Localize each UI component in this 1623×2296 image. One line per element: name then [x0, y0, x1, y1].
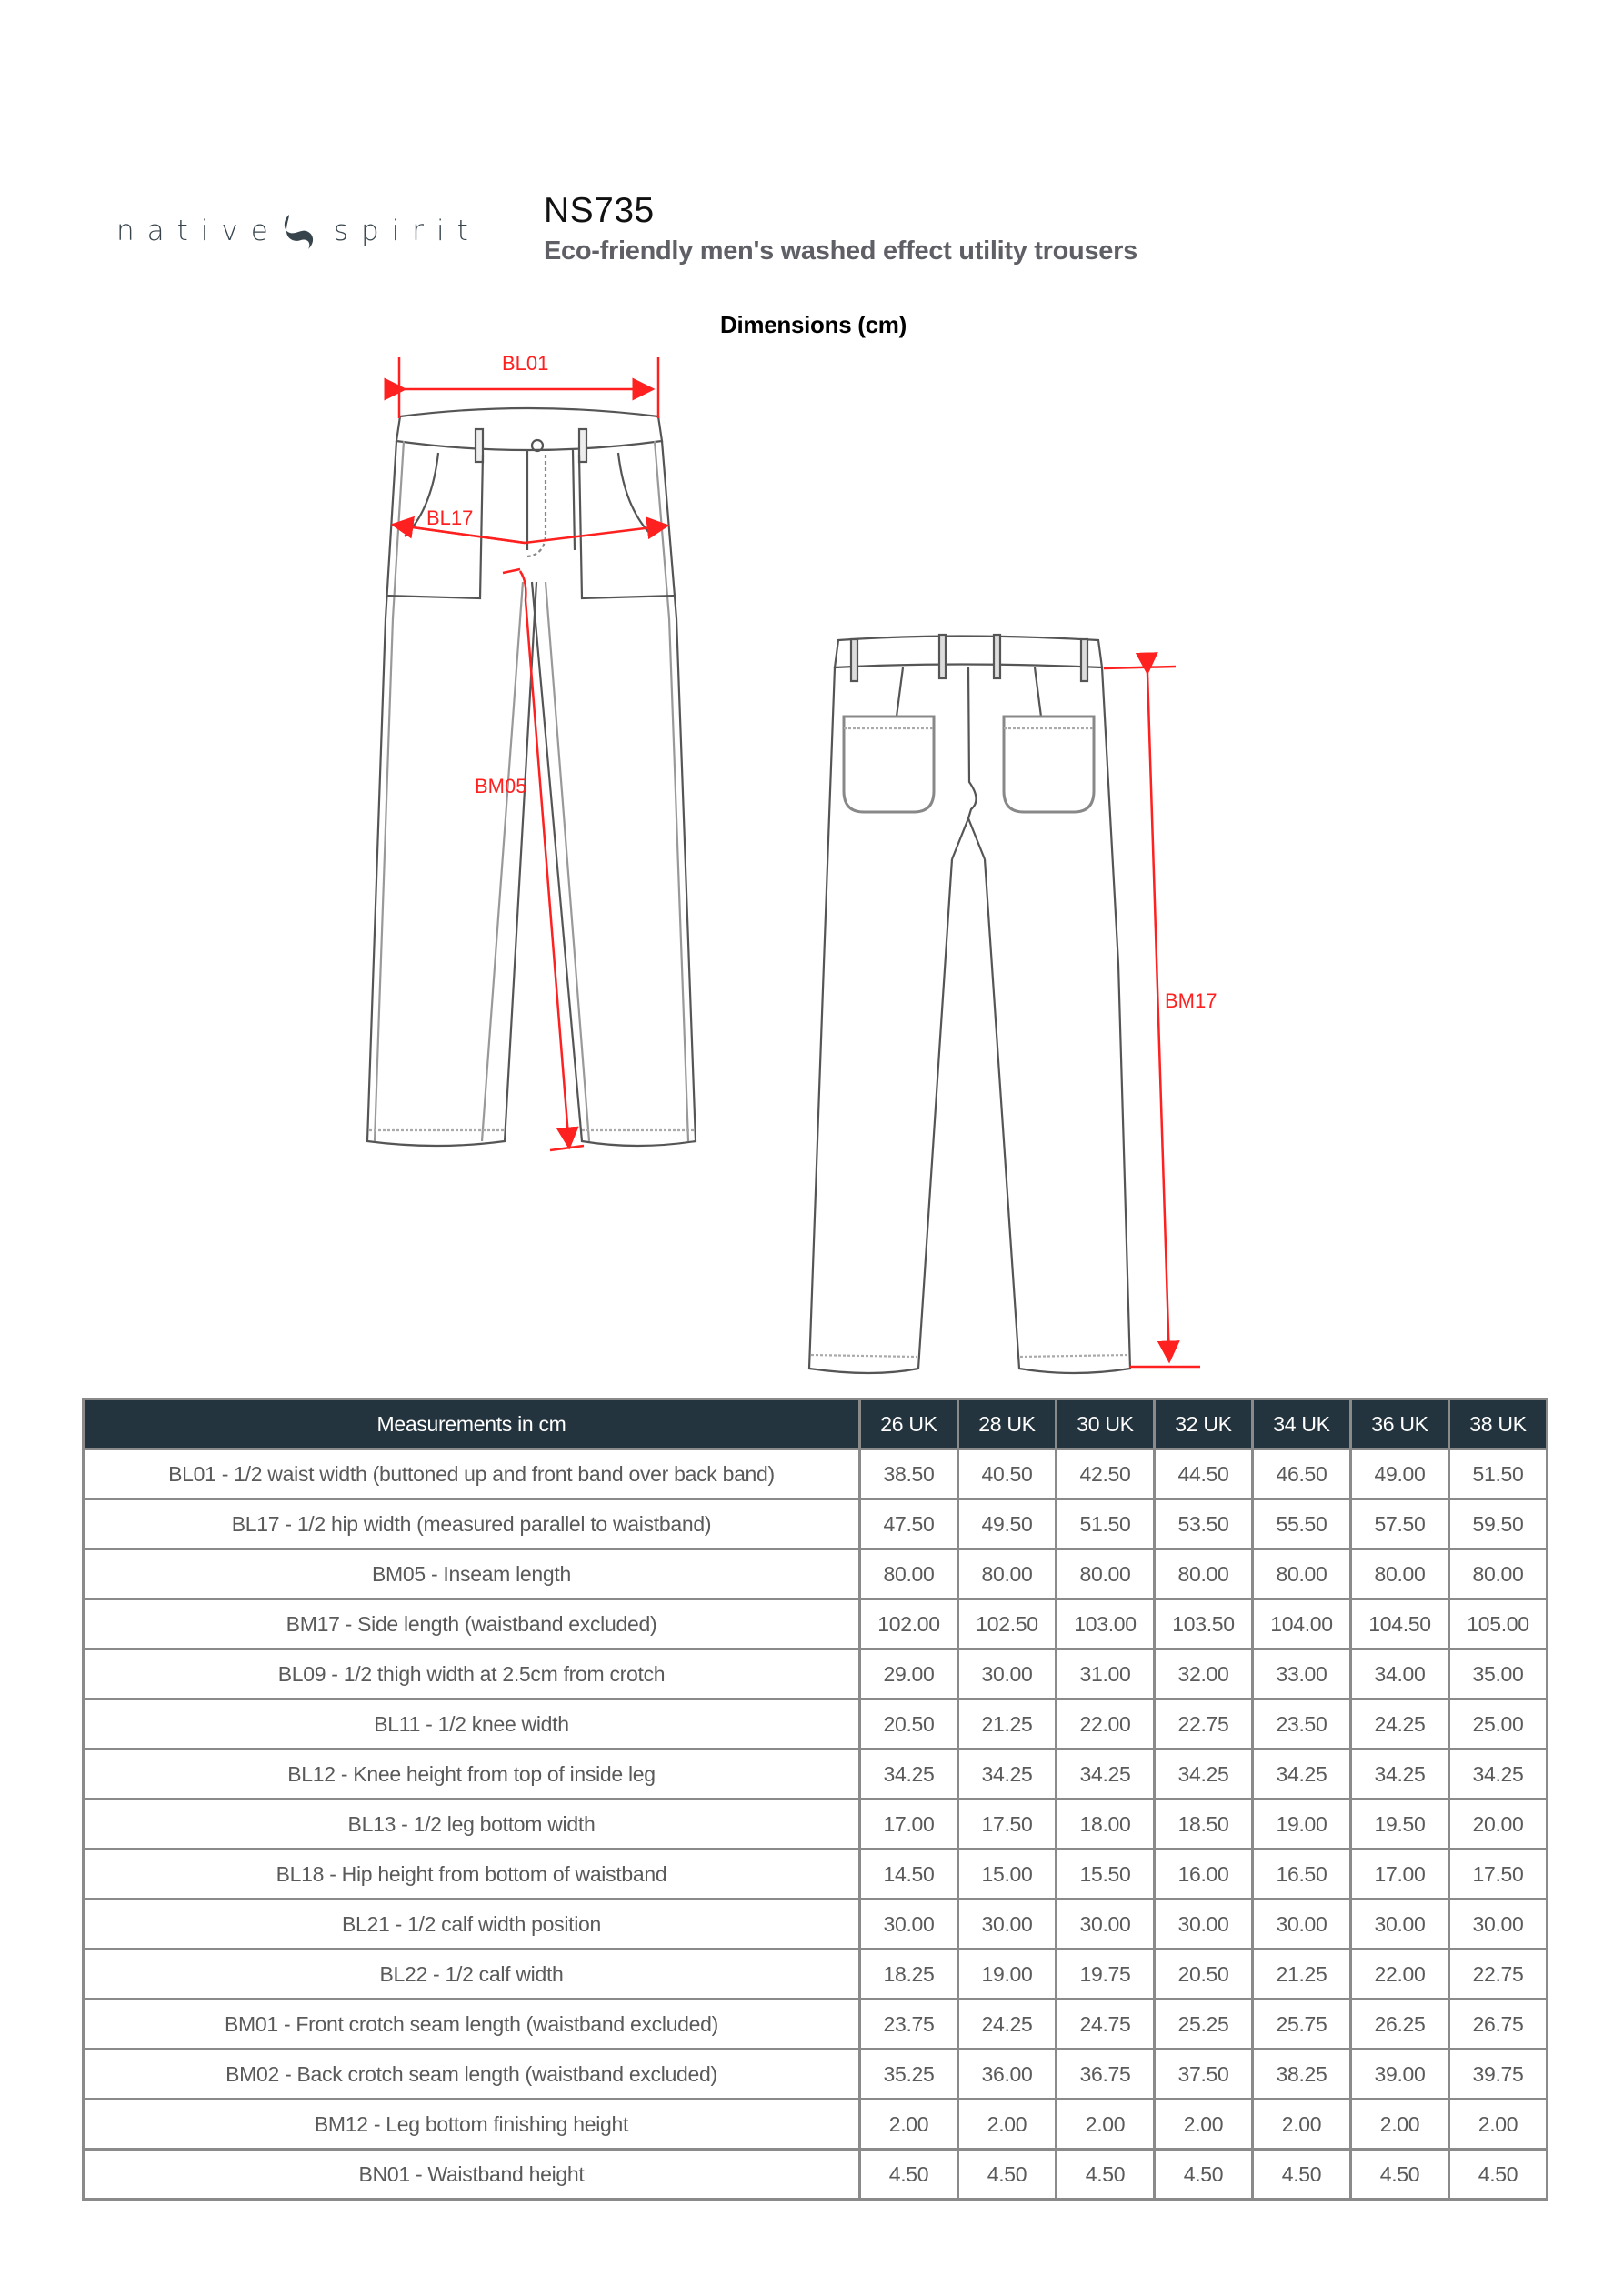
measurement-value: 18.00 [1057, 1800, 1155, 1850]
measurement-label: BL18 - Hip height from bottom of waistband [84, 1850, 860, 1900]
measurement-value: 44.50 [1155, 1449, 1253, 1499]
measurement-label: BM02 - Back crotch seam length (waistband excluded) [84, 2050, 860, 2100]
measurement-value: 22.75 [1155, 1699, 1253, 1750]
measurement-value: 30.00 [958, 1900, 1057, 1950]
measurement-value: 2.00 [1449, 2100, 1548, 2150]
measurement-value: 103.00 [1057, 1599, 1155, 1649]
measurement-value: 35.00 [1449, 1649, 1548, 1699]
measurement-label: BL17 - 1/2 hip width (measured parallel to waistband) [84, 1499, 860, 1549]
measurement-value: 57.50 [1351, 1499, 1449, 1549]
measurement-value: 55.50 [1253, 1499, 1351, 1549]
measurement-value: 2.00 [1253, 2100, 1351, 2150]
measurement-label: BM17 - Side length (waistband excluded) [84, 1599, 860, 1649]
measurements-table [82, 1398, 1548, 2201]
table-row [84, 1750, 1548, 1800]
measurement-value: 104.00 [1253, 1599, 1351, 1649]
measurement-value: 59.50 [1449, 1499, 1548, 1549]
measurement-value: 36.75 [1057, 2050, 1155, 2100]
measurement-value: 26.75 [1449, 2000, 1548, 2050]
header-size: 28 UK [958, 1399, 1057, 1449]
measurement-value: 14.50 [860, 1850, 958, 1900]
measurement-value: 18.50 [1155, 1800, 1253, 1850]
measurement-value: 30.00 [1253, 1900, 1351, 1950]
measurement-label: BM05 - Inseam length [84, 1549, 860, 1599]
measurement-value: 4.50 [958, 2150, 1057, 2200]
measurement-value: 32.00 [1155, 1649, 1253, 1699]
measurement-value: 20.50 [1155, 1950, 1253, 2000]
measurement-value: 34.25 [1253, 1750, 1351, 1800]
measurement-value: 36.00 [958, 2050, 1057, 2100]
header-size: 36 UK [1351, 1399, 1449, 1449]
table-row [84, 1599, 1548, 1649]
measurement-value: 17.00 [860, 1800, 958, 1850]
table-row [84, 2000, 1548, 2050]
measurement-value: 53.50 [1155, 1499, 1253, 1549]
measurement-value: 20.50 [860, 1699, 958, 1750]
measurement-value: 80.00 [1449, 1549, 1548, 1599]
measurement-value: 34.00 [1351, 1649, 1449, 1699]
measurement-value: 21.25 [958, 1699, 1057, 1750]
measurement-value: 38.25 [1253, 2050, 1351, 2100]
measurement-label: BN01 - Waistband height [84, 2150, 860, 2200]
measurement-value: 46.50 [1253, 1449, 1351, 1499]
measurement-value: 17.50 [1449, 1850, 1548, 1900]
header-measurements: Measurements in cm [84, 1399, 860, 1449]
measurement-value: 25.00 [1449, 1699, 1548, 1750]
measurement-value: 22.00 [1057, 1699, 1155, 1750]
measurement-value: 39.75 [1449, 2050, 1548, 2100]
measurement-value: 34.25 [860, 1750, 958, 1800]
measurement-value: 42.50 [1057, 1449, 1155, 1499]
measurement-value: 40.50 [958, 1449, 1057, 1499]
back-annotations [1104, 667, 1200, 1367]
table-row [84, 1499, 1548, 1549]
measurement-value: 17.00 [1351, 1850, 1449, 1900]
measurement-value: 30.00 [1351, 1900, 1449, 1950]
header-size: 30 UK [1057, 1399, 1155, 1449]
table-row [84, 2150, 1548, 2200]
measurement-value: 51.50 [1057, 1499, 1155, 1549]
front-view [367, 408, 696, 1146]
measurement-value: 37.50 [1155, 2050, 1253, 2100]
measurement-value: 15.00 [958, 1850, 1057, 1900]
table-row [84, 1649, 1548, 1699]
measurement-value: 80.00 [1253, 1549, 1351, 1599]
table-row [84, 1699, 1548, 1750]
product-code: NS735 [544, 191, 655, 230]
measurement-value: 34.25 [1155, 1750, 1253, 1800]
table-body [84, 1449, 1548, 2200]
measurement-value: 2.00 [860, 2100, 958, 2150]
measurement-value: 4.50 [1155, 2150, 1253, 2200]
measurement-label: BL12 - Knee height from top of inside leg [84, 1750, 860, 1800]
measurement-value: 18.25 [860, 1950, 958, 2000]
table-row [84, 1950, 1548, 2000]
measurement-value: 16.50 [1253, 1850, 1351, 1900]
brand-right-word: spirit [333, 215, 481, 247]
label-bl01: BL01 [502, 352, 549, 375]
label-bm17: BM17 [1165, 989, 1217, 1012]
measurement-value: 4.50 [1449, 2150, 1548, 2200]
measurement-value: 16.00 [1155, 1850, 1253, 1900]
back-view [809, 635, 1130, 1373]
measurement-value: 21.25 [1253, 1950, 1351, 2000]
measurement-value: 2.00 [1351, 2100, 1449, 2150]
measurement-label: BM12 - Leg bottom finishing height [84, 2100, 860, 2150]
measurement-value: 51.50 [1449, 1449, 1548, 1499]
measurement-value: 25.75 [1253, 2000, 1351, 2050]
measurement-value: 30.00 [1155, 1900, 1253, 1950]
measurement-label: BL13 - 1/2 leg bottom width [84, 1800, 860, 1850]
measurement-value: 30.00 [958, 1649, 1057, 1699]
measurement-value: 34.25 [1351, 1750, 1449, 1800]
measurement-value: 22.00 [1351, 1950, 1449, 2000]
header-size: 26 UK [860, 1399, 958, 1449]
measurement-value: 2.00 [1057, 2100, 1155, 2150]
label-bl17: BL17 [426, 506, 474, 529]
brand-left-word: native [116, 215, 281, 247]
measurement-value: 102.00 [860, 1599, 958, 1649]
measurement-value: 20.00 [1449, 1800, 1548, 1850]
measurement-value: 105.00 [1449, 1599, 1548, 1649]
header-size: 38 UK [1449, 1399, 1548, 1449]
measurement-value: 49.50 [958, 1499, 1057, 1549]
measurement-value: 30.00 [1449, 1900, 1548, 1950]
measurement-value: 24.75 [1057, 2000, 1155, 2050]
measurement-value: 80.00 [860, 1549, 958, 1599]
measurement-value: 19.00 [958, 1950, 1057, 2000]
measurement-value: 4.50 [1253, 2150, 1351, 2200]
measurement-value: 23.75 [860, 2000, 958, 2050]
table-row [84, 1900, 1548, 1950]
table-row [84, 1549, 1548, 1599]
measurement-value: 80.00 [1351, 1549, 1449, 1599]
table-row [84, 1850, 1548, 1900]
measurement-value: 22.75 [1449, 1950, 1548, 2000]
measurement-value: 34.25 [958, 1750, 1057, 1800]
measurement-label: BL21 - 1/2 calf width position [84, 1900, 860, 1950]
measurement-value: 4.50 [1057, 2150, 1155, 2200]
measurement-value: 2.00 [1155, 2100, 1253, 2150]
measurement-value: 24.25 [1351, 1699, 1449, 1750]
measurement-value: 19.00 [1253, 1800, 1351, 1850]
measurement-value: 104.50 [1351, 1599, 1449, 1649]
measurement-value: 19.50 [1351, 1800, 1449, 1850]
measurement-label: BL09 - 1/2 thigh width at 2.5cm from crotch [84, 1649, 860, 1699]
dimensions-heading: Dimensions (cm) [720, 311, 907, 338]
measurement-value: 2.00 [958, 2100, 1057, 2150]
measurement-value: 35.25 [860, 2050, 958, 2100]
measurement-value: 31.00 [1057, 1649, 1155, 1699]
measurement-value: 26.25 [1351, 2000, 1449, 2050]
header-size: 34 UK [1253, 1399, 1351, 1449]
label-bm05: BM05 [475, 775, 527, 797]
measurement-value: 17.50 [958, 1800, 1057, 1850]
measurement-label: BL11 - 1/2 knee width [84, 1699, 860, 1750]
table-row [84, 1449, 1548, 1499]
measurement-value: 24.25 [958, 2000, 1057, 2050]
measurement-value: 4.50 [1351, 2150, 1449, 2200]
measurement-value: 39.00 [1351, 2050, 1449, 2100]
measurement-value: 30.00 [1057, 1900, 1155, 1950]
measurement-value: 49.00 [1351, 1449, 1449, 1499]
table-row [84, 2100, 1548, 2150]
measurement-value: 80.00 [1155, 1549, 1253, 1599]
measurement-value: 102.50 [958, 1599, 1057, 1649]
measurement-value: 47.50 [860, 1499, 958, 1549]
table-header-row [84, 1399, 1548, 1449]
measurement-value: 19.75 [1057, 1950, 1155, 2000]
measurement-value: 34.25 [1057, 1750, 1155, 1800]
measurement-value: 29.00 [860, 1649, 958, 1699]
measurement-value: 4.50 [860, 2150, 958, 2200]
measurement-value: 15.50 [1057, 1850, 1155, 1900]
product-description: Eco-friendly men's washed effect utility trousers [544, 236, 1137, 266]
measurement-value: 80.00 [1057, 1549, 1155, 1599]
measurement-value: 30.00 [860, 1900, 958, 1950]
measurement-value: 23.50 [1253, 1699, 1351, 1750]
header-size: 32 UK [1155, 1399, 1253, 1449]
measurement-value: 103.50 [1155, 1599, 1253, 1649]
measurement-value: 33.00 [1253, 1649, 1351, 1699]
measurement-value: 34.25 [1449, 1750, 1548, 1800]
measurement-label: BM01 - Front crotch seam length (waistband excluded) [84, 2000, 860, 2050]
measurement-value: 25.25 [1155, 2000, 1253, 2050]
table-row [84, 1800, 1548, 1850]
measurement-label: BL01 - 1/2 waist width (buttoned up and front band over back band) [84, 1449, 860, 1499]
measurement-value: 38.50 [860, 1449, 958, 1499]
measurement-value: 80.00 [958, 1549, 1057, 1599]
measurement-label: BL22 - 1/2 calf width [84, 1950, 860, 2000]
table-row [84, 2050, 1548, 2100]
